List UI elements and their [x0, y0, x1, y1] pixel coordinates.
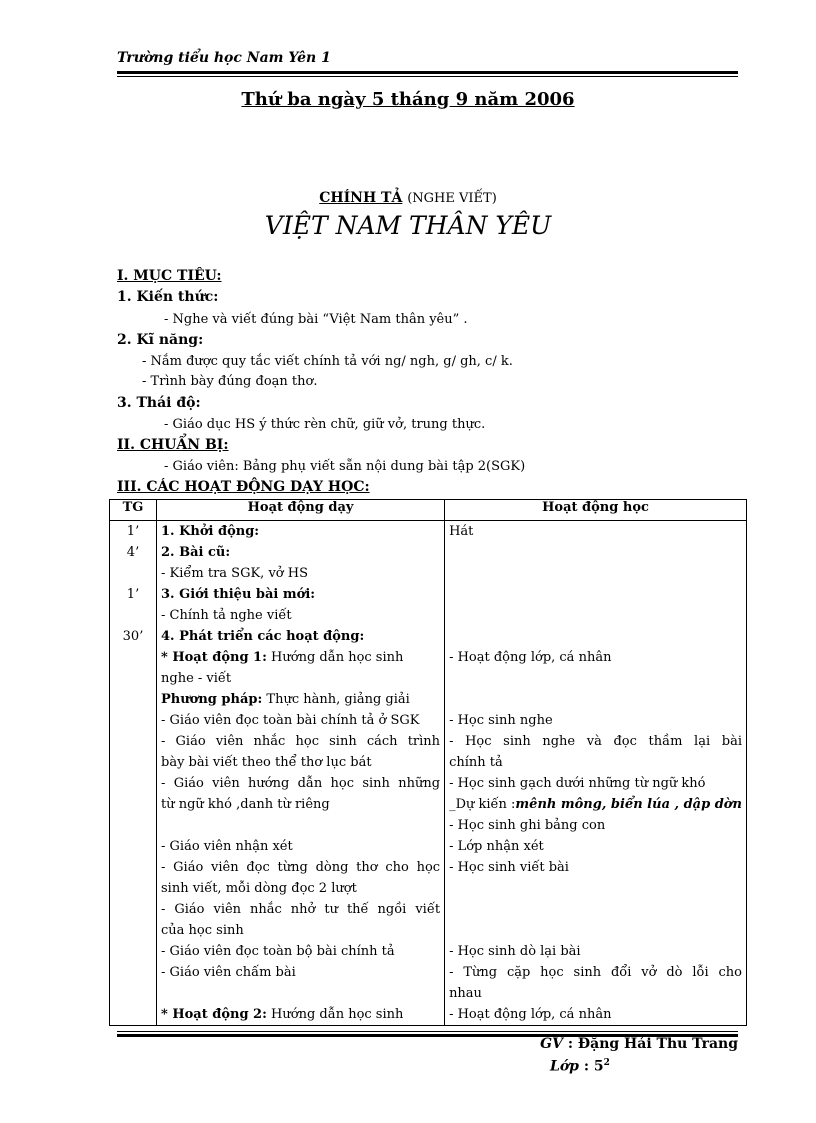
learn-line: - Học sinh viết bài [449, 860, 569, 875]
teach-line: - Giáo viên hướng dẫn học sinh những [161, 776, 441, 791]
learn-line-spacer [449, 626, 742, 647]
teach-line: nghe - viết [161, 671, 232, 686]
teach-line: - Giáo viên nhắc nhở tư thế ngồi viết [161, 902, 441, 917]
teacher-value: : Đặng Hải Thu Trang [567, 1036, 738, 1052]
activity-1-label: * Hoạt động 1: [161, 650, 267, 665]
teach-line [161, 647, 440, 668]
ki-nang-item-1: - Nắm được quy tắc viết chính tả với ng/ ngh, g/ gh, c/ k. [142, 354, 513, 369]
teach-line: 3. Giới thiệu bài mới: [161, 587, 316, 602]
learn-line-spacer [449, 920, 742, 941]
learn-line-spacer [449, 542, 742, 563]
learn-line: - Hoạt động lớp, cá nhân [449, 650, 612, 665]
activity-1-text: Hướng dẫn học sinh [266, 650, 404, 665]
learn-line-spacer [449, 584, 742, 605]
teach-line: - Giáo viên đọc toàn bộ bài chính tả [161, 944, 395, 959]
learn-line-spacer [449, 668, 742, 689]
teach-line: - Giáo viên nhắc học sinh cách trình [161, 734, 441, 749]
teach-line: 1. Khởi động: [161, 524, 260, 539]
subject-heading [0, 190, 816, 206]
kien-thuc-item: - Nghe và viết đúng bài “Việt Nam thân yêu” . [164, 312, 468, 327]
teacher-label: GV [540, 1036, 563, 1052]
class-sup: 2 [603, 1058, 610, 1068]
teach-line: sinh viết, mỗi dòng đọc 2 lượt [161, 881, 357, 896]
learn-line: - Học sinh nghe [449, 713, 553, 728]
teacher-activity-column [157, 521, 445, 1026]
teach-line: - Giáo viên đọc toàn bài chính tả ở SGK [161, 713, 420, 728]
expected-words: mênh mông, biển lúa , dập dờn [515, 797, 742, 812]
time-cell: 1’ [126, 524, 140, 539]
heading-ki-nang: 2. Kĩ năng: [117, 332, 204, 348]
school-name: Trường tiểu học Nam Yên 1 [117, 50, 331, 66]
time-column [110, 521, 157, 1026]
teach-line: - Giáo viên đọc từng dòng thơ cho học [161, 860, 441, 875]
class-name [550, 1058, 610, 1075]
learn-line: - Học sinh dò lại bài [449, 944, 581, 959]
teach-line: của học sinh [161, 923, 244, 938]
learn-line-spacer [449, 605, 742, 626]
lesson-date: Thứ ba ngày 5 tháng 9 năm 2006 [241, 89, 575, 110]
time-cell: 1’ [126, 587, 140, 602]
time-cell: 4’ [126, 545, 140, 560]
footer-rule-thin [117, 1031, 738, 1032]
chuan-bi-item: - Giáo viên: Bảng phụ viết sẵn nội dung bài tập 2(SGK) [164, 459, 526, 474]
teach-line: - Kiểm tra SGK, vở HS [161, 566, 308, 581]
learn-line-spacer [449, 878, 742, 899]
learn-line: - Từng cặp học sinh đổi vở dò lỗi cho [449, 965, 742, 980]
ki-nang-item-2: - Trình bày đúng đoạn thơ. [142, 374, 318, 389]
teach-line: - Chính tả nghe viết [161, 608, 292, 623]
teach-line: - Giáo viên chấm bài [161, 965, 296, 980]
thai-do-item: - Giáo dục HS ý thức rèn chữ, giữ vở, trung thực. [164, 417, 486, 432]
lesson-activity-table [109, 499, 747, 1026]
teach-line [161, 689, 440, 710]
learn-line: Hát [449, 524, 474, 539]
subject-name: CHÍNH TẢ [319, 190, 403, 206]
table-header-row [110, 500, 747, 521]
learn-line: chính tả [449, 755, 503, 770]
col-header-teach: Hoạt động dạy [157, 500, 445, 521]
col-header-learn: Hoạt động học [445, 500, 747, 521]
teach-line [161, 1004, 440, 1025]
header-rule [117, 71, 738, 74]
learn-line-spacer [449, 899, 742, 920]
section-muc-tieu: I. MỤC TIÊU: [117, 268, 222, 284]
teach-line: bày bài viết theo thể thơ lục bát [161, 755, 372, 770]
teacher-name [540, 1036, 738, 1052]
teach-line-spacer [161, 983, 440, 1004]
method-text: Thực hành, giảng giải [262, 692, 410, 707]
learn-line-spacer [449, 689, 742, 710]
heading-thai-do: 3. Thái độ: [117, 395, 201, 411]
activity-2-label: * Hoạt động 2: [161, 1007, 267, 1022]
teach-line: 2. Bài cũ: [161, 545, 231, 560]
teach-line: từ ngữ khó ,danh từ riêng [161, 797, 330, 812]
learn-line: - Học sinh nghe và đọc thầm lại bài [449, 734, 742, 749]
expected-label: _Dự kiến : [449, 797, 516, 812]
learn-line: - Lớp nhận xét [449, 839, 544, 854]
section-hoat-dong: III. CÁC HOẠT ĐỘNG DẠY HỌC: [117, 479, 370, 495]
learn-line: nhau [449, 986, 482, 1001]
table-row [110, 521, 747, 1026]
header-rule-thin [117, 76, 738, 77]
class-value: : 5 [583, 1058, 604, 1075]
class-label: Lớp [550, 1058, 579, 1075]
method-label: Phương pháp: [161, 692, 263, 707]
time-cell: 30’ [122, 629, 144, 644]
activity-2-text: Hướng dẫn học sinh [266, 1007, 404, 1022]
col-header-tg: TG [110, 500, 157, 521]
time-cell [114, 605, 152, 626]
student-activity-column [445, 521, 747, 1026]
learn-line: - Hoạt động lớp, cá nhân [449, 1007, 612, 1022]
learn-line: - Học sinh gạch dưới những từ ngữ khó [449, 776, 706, 791]
lesson-title: VIỆT NAM THÂN YÊU [264, 211, 552, 240]
section-chuan-bi: II. CHUẨN BỊ: [117, 437, 229, 453]
learn-line-spacer [449, 563, 742, 584]
teach-line-spacer [161, 815, 440, 836]
heading-kien-thuc: 1. Kiến thức: [117, 289, 219, 305]
teach-line: - Giáo viên nhận xét [161, 839, 293, 854]
learn-line [449, 794, 742, 815]
learn-line: - Học sinh ghi bảng con [449, 818, 606, 833]
subject-note: (NGHE VIẾT) [407, 191, 497, 206]
teach-line: 4. Phát triển các hoạt động: [161, 629, 365, 644]
time-cell [114, 563, 152, 584]
